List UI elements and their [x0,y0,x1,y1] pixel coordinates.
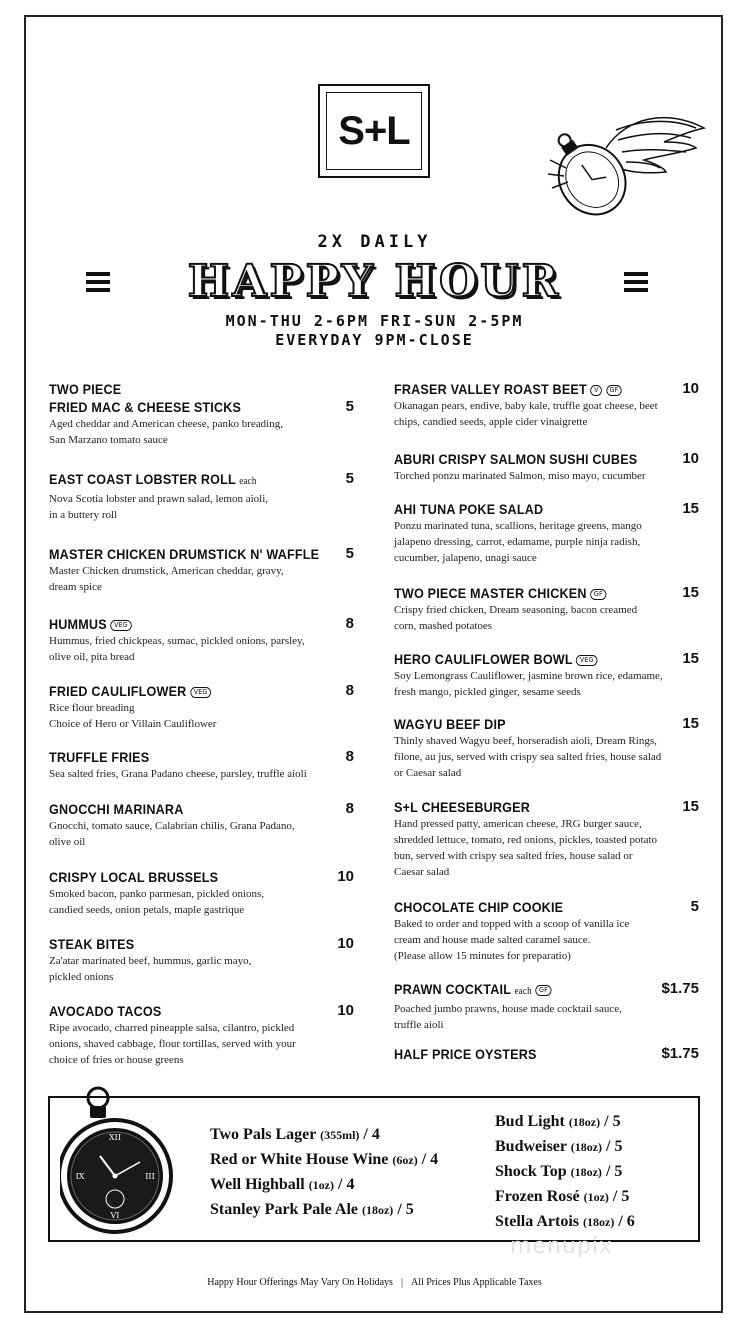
menu-item-price: 8 [345,748,354,765]
menu-item-description: olive oil [49,836,86,848]
menu-item-header [394,584,699,602]
menu-item-price: 10 [337,868,354,885]
menu-item-description: olive oil, pita bread [49,651,135,663]
drink-item [210,1125,380,1145]
menu-item [394,650,699,700]
menu-item-header [394,715,699,733]
menu-item-description: chips, candied seeds, apple cider vinaigrette [394,416,588,428]
menu-item-name [49,615,324,633]
menu-item-description: Hand pressed patty, american cheese, JRG burger sauce, [394,818,642,830]
drink-size: (18oz) [583,1215,615,1229]
drink-price: / 4 [421,1151,439,1168]
menu-item-header [394,450,699,468]
footer-holidays: Happy Hour Offerings May Vary On Holidays [207,1277,393,1288]
menu-item-name [49,935,324,953]
menu-item-description: Okanagan pears, endive, baby kale, truffle goat cheese, beet [394,400,658,412]
drink-name: Stanley Park Pale Ale [210,1201,358,1218]
drink-size: (18oz) [570,1165,602,1179]
menu-item [49,1002,354,1068]
menu-item-description: Torched ponzu marinated Salmon, miso mayo, cucumber [394,470,646,482]
menu-item-header [49,615,354,633]
menu-item-description: corn, mashed potatoes [394,620,493,632]
menu-item-header [394,500,699,518]
menu-item-description: Poached jumbo prawns, house made cocktail sauce, [394,1003,622,1015]
drink-size: (18oz) [570,1140,603,1154]
menu-item-description: Caesar salad [394,866,450,878]
drink-price: / 6 [618,1213,635,1230]
menu-item [394,715,699,781]
menu-item-description: Za'atar marinated beef, hummus, garlic mayo, [49,955,252,967]
menu-item [394,980,699,1033]
drink-price: / 5 [397,1201,414,1218]
menu-item-each: each [514,986,532,997]
svg-text:XII: XII [108,1133,122,1142]
menu-item-description: Baked to order and topped with a scoop of vanilla ice [394,918,630,930]
watermark: menupix [510,1234,613,1259]
menu-item-description: choice of fries or house greens [49,1054,184,1066]
menu-item-name [49,470,324,491]
menu-item-description: Nova Scotia lobster and prawn salad, lemon aioli, [49,493,269,505]
menu-item-description: Gnocchi, tomato sauce, Calabrian chilis, Grana Padano, [49,820,295,832]
menu-item [394,584,699,634]
menu-item-header [49,682,354,700]
menu-item-price: 8 [345,800,354,817]
menu-item-title: HERO CAULIFLOWER BOWL [394,651,573,667]
menu-item-description: filone, au jus, served with crispy sea salted fries, house salad [394,751,662,763]
drink-size: (18oz) [568,1115,601,1129]
menu-item-name [49,398,324,416]
menu-item-title: EAST COAST LOBSTER ROLL [49,471,236,487]
diet-badge-icon: GF [590,589,606,600]
footer-separator: | [400,1277,403,1288]
right-dashes [624,268,648,296]
menu-item-name [394,715,669,733]
menu-item-name [49,868,324,886]
menu-item [394,380,699,430]
menu-item-description: Choice of Hero or Villain Cauliflower [49,718,217,730]
drink-name: Well Highball [210,1176,305,1193]
drink-price: / 5 [604,1113,621,1130]
menu-item-description: onions, shaved cabbage, flour tortillas, served with your [49,1038,296,1050]
menu-item-description: Rice flour breading [49,702,135,714]
menu-item-title: ABURI CRISPY SALMON SUSHI CUBES [394,451,638,467]
menu-item [394,1045,699,1063]
menu-item-name [49,682,324,700]
menu-item-description: Ponzu marinated tuna, scallions, heritage greens, mango [394,520,642,532]
menu-item-title: S+L CHEESEBURGER [394,799,531,815]
menu-item-description: in a buttery roll [49,509,118,521]
menu-item-title: FRIED MAC & CHEESE STICKS [49,399,242,415]
menu-item-price: 10 [337,1002,354,1019]
menu-item-title: STEAK BITES [49,936,135,952]
menu-item-title: FRIED CAULIFLOWER [49,683,187,699]
drink-price: / 5 [612,1188,630,1205]
winged-watch-icon [546,108,706,228]
menu-item [49,380,354,448]
menu-item-description: candied seeds, onion petals, maple gastrique [49,904,245,916]
menu-item-price: 8 [345,682,354,699]
menu-item-header [394,380,699,398]
svg-text:IX: IX [75,1172,85,1181]
menu-item-description: pickled onions [49,971,114,983]
menu-item-price: 5 [345,545,354,562]
menu-item-header [394,798,699,816]
menu-item-price: 8 [345,615,354,632]
menu-item-header [394,1045,699,1063]
menu-item-title: TRUFFLE FRIES [49,749,150,765]
menu-item-header [49,398,354,416]
menu-item-title: GNOCCHI MARINARA [49,801,184,817]
menu-item-header [394,980,699,1001]
menu-item-price: 15 [682,500,699,517]
menu-item-title: CRISPY LOCAL BRUSSELS [49,869,219,885]
menu-item-description: Master Chicken drumstick, American cheddar, gravy, [49,565,284,577]
menu-item-title: CHOCOLATE CHIP COOKIE [394,899,564,915]
sl-logo [318,84,430,178]
menu-item-title: HUMMUS [49,616,107,632]
menu-item [49,935,354,985]
happy-hour-subtitle: 2X DAILY [317,232,432,252]
footer-note [0,1277,749,1288]
menu-item-description: Soy Lemongrass Cauliflower, jasmine brown rice, edamame, [394,670,663,682]
diet-badge-icon: VEG [190,687,211,698]
happy-hour-title: HAPPY HOUR [187,256,562,307]
drink-name: Bud Light [495,1113,565,1130]
pocket-watch-icon [60,1084,190,1240]
menu-item-header [49,748,354,766]
diet-badge-icon: V [591,385,603,396]
menu-item-name [394,500,669,518]
menu-item-header [49,800,354,818]
drink-item [210,1150,438,1170]
menu-item-each: each [239,476,257,487]
drink-item [495,1137,623,1157]
menu-item-header [49,868,354,886]
menu-item-price: 10 [337,935,354,952]
menu-item-description: dream spice [49,581,102,593]
menu-item-title: FRASER VALLEY ROAST BEET [394,381,587,397]
menu-item-name [394,798,669,816]
menu-item-description: shredded lettuce, tomato, red onions, pickles, toasted potato [394,834,658,846]
drink-item [210,1200,414,1220]
menu-item [394,898,699,964]
menu-item-name [394,450,669,468]
menu-item-name [49,545,324,563]
menu-item-description: truffle aioli [394,1019,444,1031]
menu-item-header [49,470,354,491]
menu-item-name [394,1045,669,1063]
footer-taxes: All Prices Plus Applicable Taxes [410,1277,542,1288]
menu-item-description: jalapeno dressing, carrot, edamame, purple ninja radish, [394,536,641,548]
menu-item-name [49,748,324,766]
menu-item-title: TWO PIECE MASTER CHICKEN [394,585,587,601]
menu-item-price: 15 [682,584,699,601]
drink-item [495,1162,622,1182]
svg-text:VI: VI [110,1211,120,1220]
menu-item-description: Ripe avocado, charred pineapple salsa, cilantro, pickled [49,1022,295,1034]
menu-item-description: Thinly shaved Wagyu beef, horseradish aioli, Dream Rings, [394,735,657,747]
menu-item-name [394,584,669,602]
drink-size: (1oz) [308,1178,335,1192]
drink-size: (18oz) [361,1203,394,1217]
menu-item-header [394,898,699,916]
menu-item [49,868,354,918]
menu-item-description: San Marzano tomato sauce [49,434,168,446]
menu-item-description: cream and house made salted caramel sauce. [394,934,591,946]
menu-item-title: AVOCADO TACOS [49,1003,162,1019]
drink-size: (6oz) [392,1153,418,1167]
menu-item-header [49,545,354,563]
menu-item-name [49,800,324,818]
menu-item-price: 15 [682,715,699,732]
drink-size: (355ml) [320,1128,360,1142]
menu-item-price: 5 [690,898,699,915]
menu-item-description: fresh mango, pickled ginger, sesame seeds [394,686,581,698]
menu-item-description: Smoked bacon, panko parmesan, pickled onions, [49,888,265,900]
logo-text: S+L [326,92,422,170]
drink-name: Budweiser [495,1138,567,1155]
menu-item [49,800,354,850]
menu-item-name [394,650,669,668]
menu-item-title: PRAWN COCKTAIL [394,981,511,997]
menu-item [394,500,699,566]
menu-item-price: 5 [345,398,354,415]
happy-hour-title-block [0,258,749,306]
menu-item-price: $1.75 [661,1045,699,1062]
menu-item-title: MASTER CHICKEN DRUMSTICK N' WAFFLE [49,546,320,562]
menu-item-name [49,1002,324,1020]
menu-item-description: (Please allow 15 minutes for preparatio) [394,950,571,962]
menu-item-description: bun, served with crispy sea salted fries, house salad or [394,850,633,862]
menu-item-header [49,935,354,953]
menu-item-title: HALF PRICE OYSTERS [394,1046,537,1062]
menu-item-header [394,650,699,668]
menu-item-header [49,1002,354,1020]
drink-name: Frozen Rosé [495,1188,580,1205]
menu-item [394,798,699,880]
diet-badge-icon: GF [606,385,622,396]
menu-item-description: Aged cheddar and American cheese, panko breading, [49,418,283,430]
menu-item-description: Crispy fried chicken, Dream seasoning, bacon creamed [394,604,638,616]
menu-item-price: 5 [345,470,354,487]
diet-badge-icon: VEG [576,655,597,666]
menu-item-description: or Caesar salad [394,767,462,779]
menu-item-title: WAGYU BEEF DIP [394,716,506,732]
menu-item-description: Hummus, fried chickpeas, sumac, pickled onions, parsley, [49,635,305,647]
drink-name: Two Pals Lager [210,1126,317,1143]
diet-badge-icon: GF [535,985,551,996]
drink-item [210,1175,354,1195]
drink-price: / 5 [606,1138,623,1155]
times-line-1: MON-THU 2-6PM FRI-SUN 2-5PM [225,312,524,330]
times-line-2: EVERYDAY 9PM-CLOSE [275,331,474,349]
menu-item-name [394,380,669,398]
svg-text:III: III [145,1172,155,1181]
menu-item-description: cucumber, jalapeno, unagi sauce [394,552,537,564]
menu-item [49,470,354,523]
menu-item [49,748,354,782]
menu-item-name [394,898,669,916]
menu-item-description: Sea salted fries, Grana Padano cheese, parsley, truffle aioli [49,768,307,780]
menu-item-name [394,980,669,1001]
drink-name: Red or White House Wine [210,1151,389,1168]
menu-item-price: 10 [682,450,699,467]
drink-size: (1oz) [583,1190,609,1204]
drink-name: Stella Artois [495,1213,579,1230]
drink-price: / 4 [338,1176,355,1193]
drink-item [495,1112,621,1132]
menu-item-title: AHI TUNA POKE SALAD [394,501,544,517]
drink-item [495,1187,629,1207]
drink-price: / 4 [363,1126,380,1143]
menu-item [49,615,354,665]
menu-item [49,682,354,732]
drink-price: / 5 [605,1163,623,1180]
menu-item [394,450,699,484]
menu-item-price: 15 [682,798,699,815]
menu-item-price: 10 [682,380,699,397]
diet-badge-icon: VEG [110,620,131,631]
menu-item-price: 15 [682,650,699,667]
drink-name: Shock Top [495,1163,567,1180]
drink-item [495,1212,635,1232]
drinks-box [48,1096,700,1242]
menu-item [49,545,354,595]
menu-item-prefix: TWO PIECE [49,381,122,397]
menu-item-price: $1.75 [661,980,699,997]
